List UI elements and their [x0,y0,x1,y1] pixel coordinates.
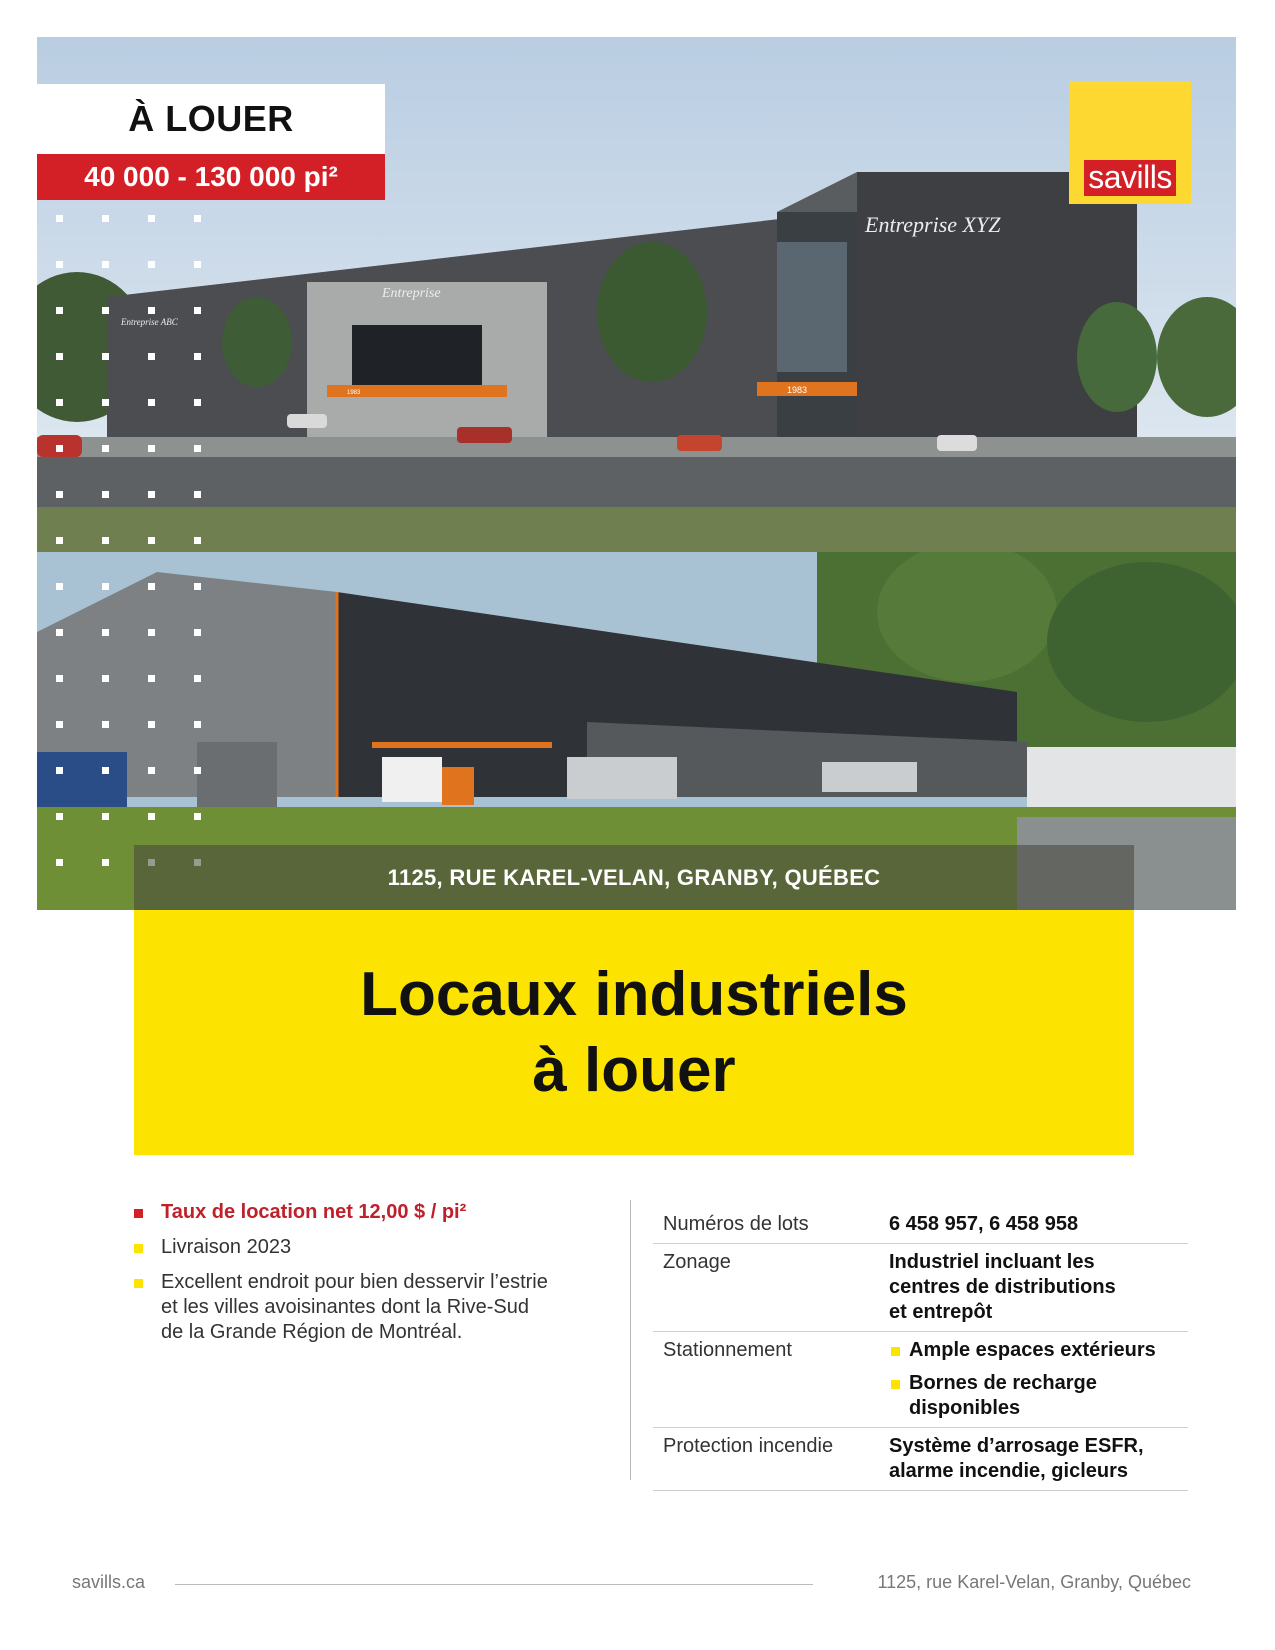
spec-label-fire: Protection incendie [663,1435,834,1457]
footer-address: 1125, rue Karel-Velan, Granby, Québec [877,1572,1191,1592]
parking-item-1: Ample espaces extérieurs [909,1339,1156,1361]
decorative-dot-grid [56,215,216,895]
yellow-square-bullet-icon [891,1380,900,1389]
address-banner: 1125, RUE KAREL-VELAN, GRANBY, QUÉBEC [134,845,1134,910]
spec-value-lots: 6 458 957, 6 458 958 [889,1213,1079,1235]
footer-divider [175,1584,813,1585]
sign-main: Entreprise XYZ [865,212,1001,237]
list-item [134,1200,554,1225]
table-row [653,1206,1188,1244]
sign-left: Entreprise ABC [121,317,178,327]
yellow-square-bullet-icon [134,1244,143,1253]
rent-rate-text: Taux de location net 12,00 $ / pi² [161,1201,467,1223]
column-divider [630,1200,631,1480]
list-item [134,1235,554,1260]
savills-logo [1069,81,1191,204]
page-title-line-1: Locaux industriels [360,959,908,1029]
red-square-bullet-icon [134,1209,143,1218]
sign-center: Entreprise [382,286,441,301]
logo-text: savills [1084,160,1176,196]
spec-label-lots: Numéros de lots [663,1213,809,1235]
spec-value-zoning: Industriel incluant les centres de distributions et entrepôt [889,1251,1116,1323]
list-item [889,1371,1188,1421]
sign-number-right: 1983 [787,385,808,395]
table-row [653,1244,1188,1332]
area-range-label: 40 000 - 130 000 pi² [37,154,385,200]
spec-label-zoning: Zonage [663,1251,731,1273]
title-block [134,910,1134,1155]
list-item [134,1270,554,1345]
parking-item-2: Bornes de recharge disponibles [909,1372,1097,1419]
for-rent-label: À LOUER [37,84,385,154]
location-text: Excellent endroit pour bien desservir l’estrie et les villes avoisinantes dont la Rive-Sud de la Grande Région de Montréal. [161,1271,548,1343]
features-list [134,1200,554,1355]
sign-number-left: 1983 [347,390,361,396]
list-item [889,1338,1188,1363]
yellow-square-bullet-icon [891,1347,900,1356]
specs-table [653,1206,1188,1491]
table-row [653,1428,1188,1491]
spec-value-fire: Système d’arrosage ESFR, alarme incendie, gicleurs [889,1435,1144,1482]
page-title-line-2: à louer [532,1035,736,1105]
delivery-text: Livraison 2023 [161,1236,292,1258]
footer-website-link[interactable]: savills.ca [72,1572,146,1592]
table-row [653,1332,1188,1428]
yellow-square-bullet-icon [134,1279,143,1288]
spec-label-parking: Stationnement [663,1339,792,1361]
spec-value-parking [889,1338,1188,1421]
for-rent-badge [37,84,385,200]
